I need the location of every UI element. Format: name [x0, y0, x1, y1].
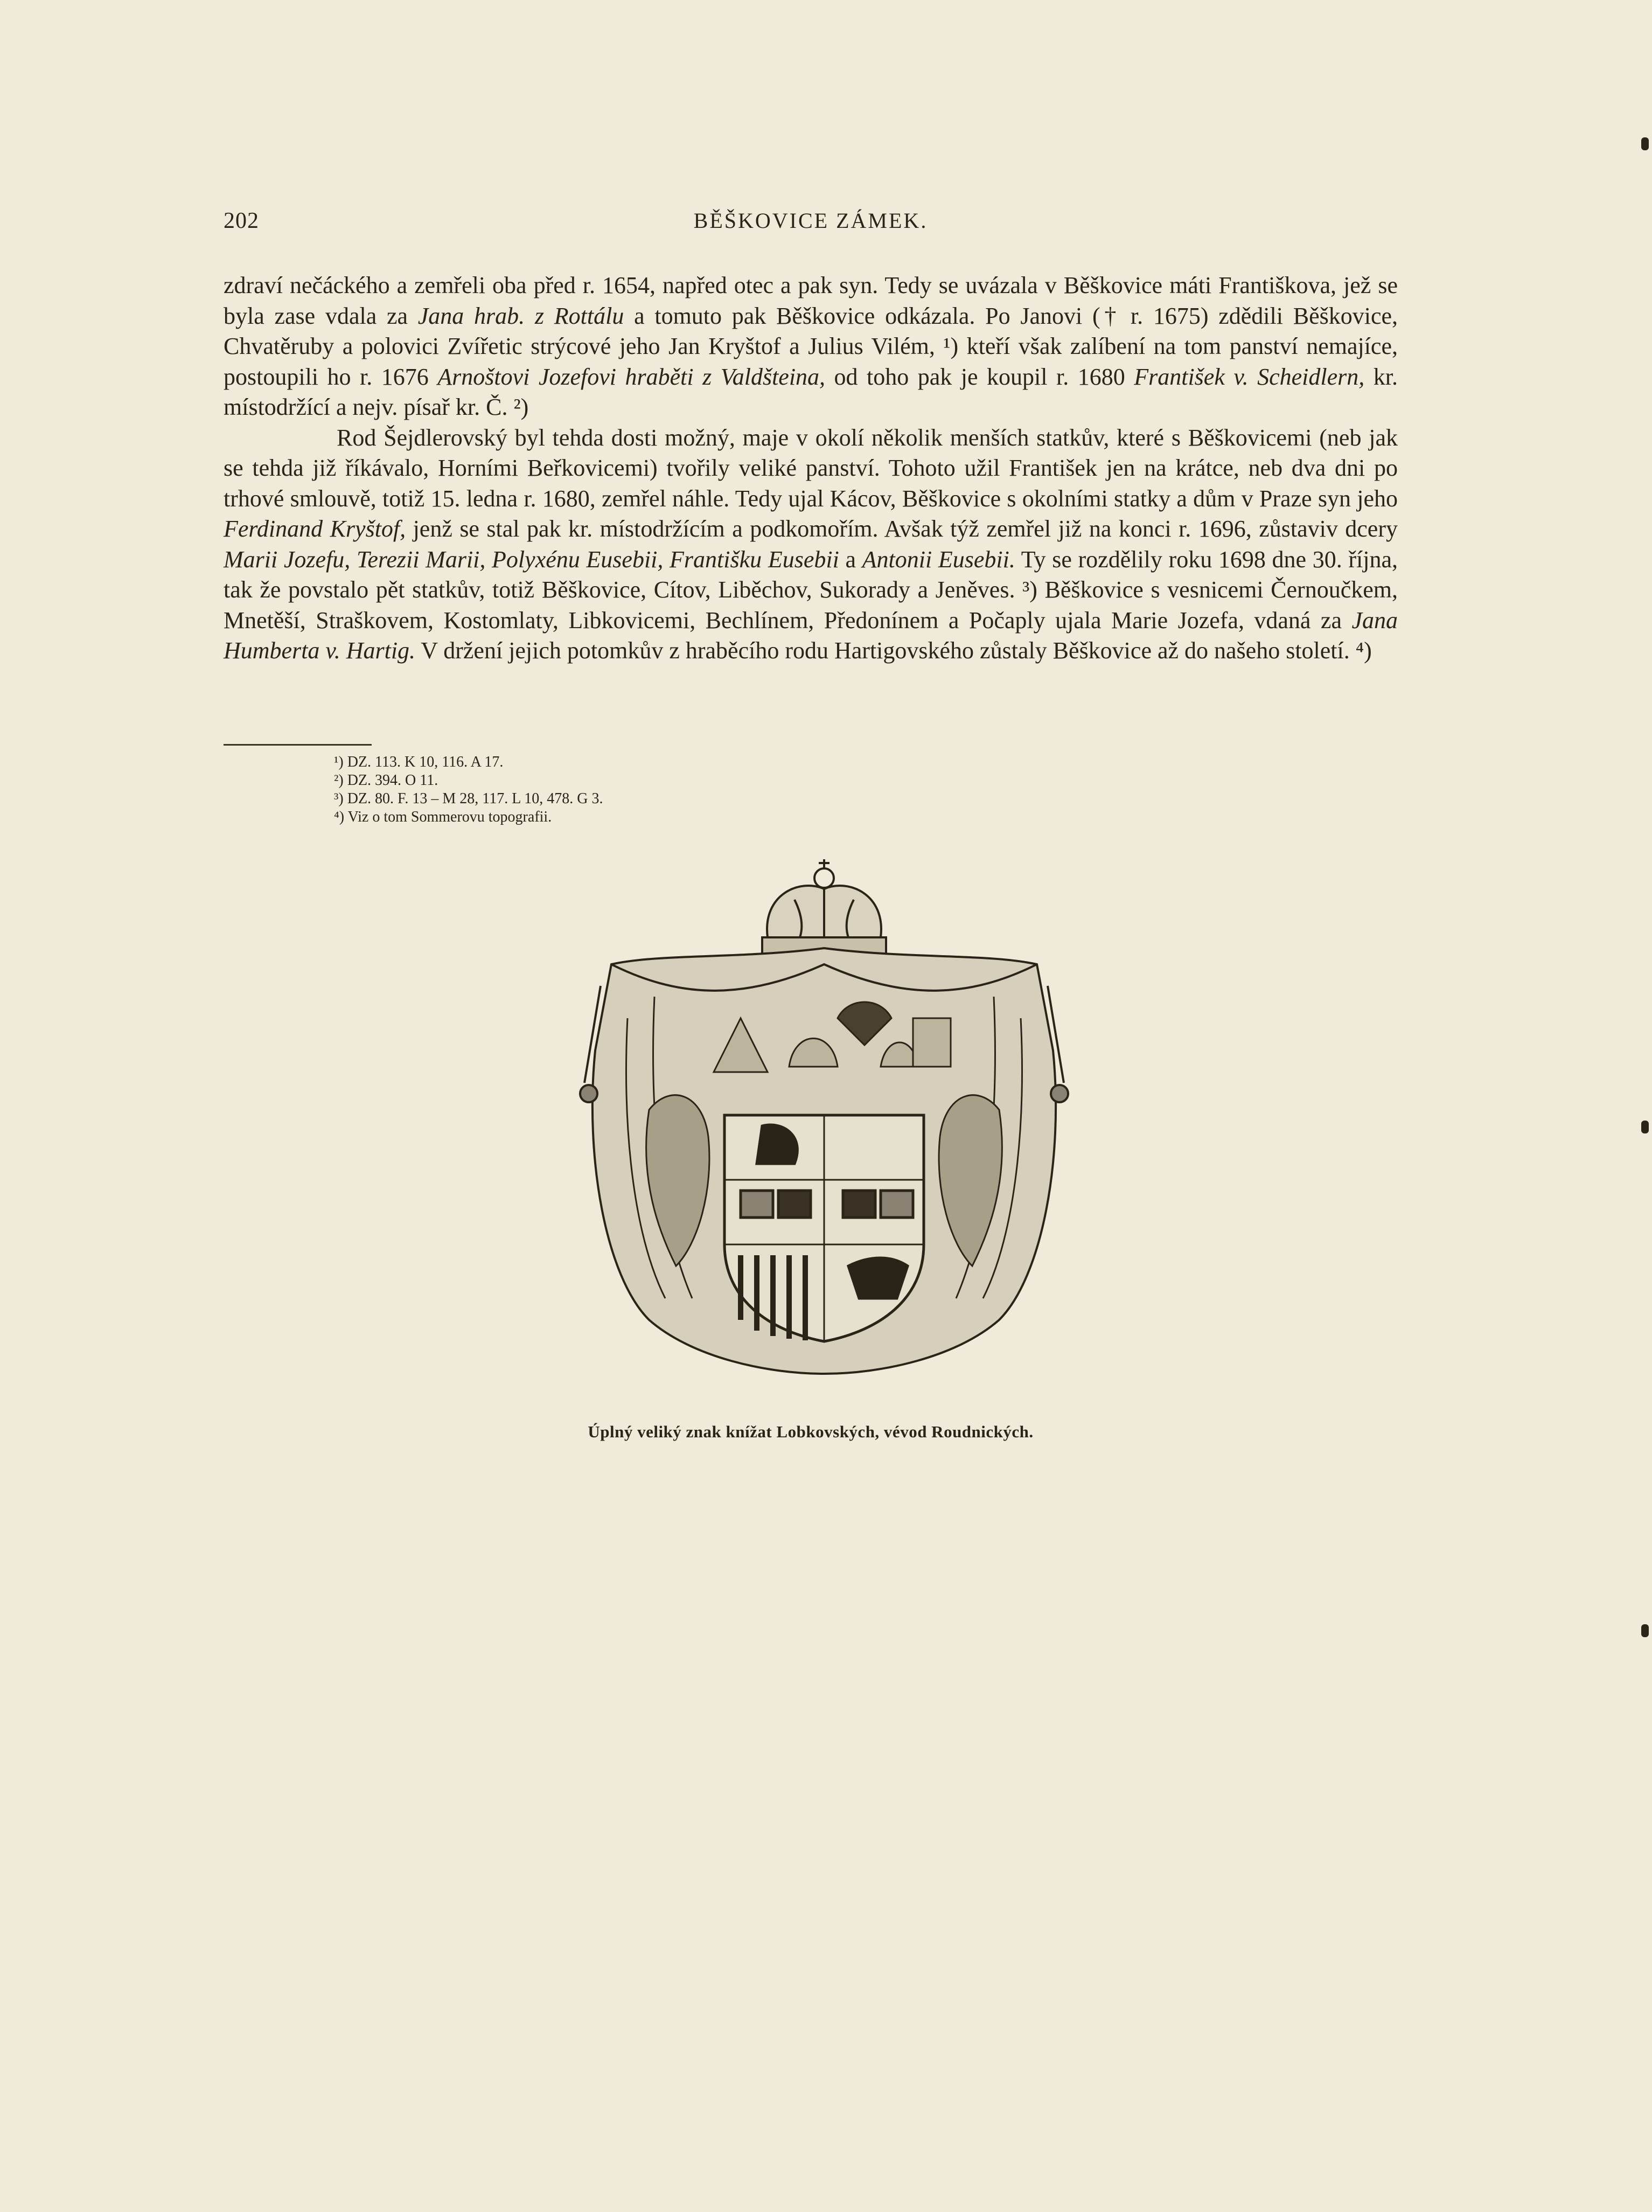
- page-number: 202: [224, 208, 259, 233]
- figure-caption: Úplný veliký znak knížat Lobkovských, vévod Roudnických.: [588, 1422, 1034, 1441]
- italic-name-span: Arnoštovi Jozefovi hraběti z Valdšteina,: [437, 363, 826, 390]
- italic-name-span: Jana hrab. z Rottálu: [417, 302, 624, 329]
- footnote-1: ¹) DZ. 113. K 10, 116. A 17.: [334, 754, 504, 770]
- text-span: Rod Šejdlerovský byl tehda dosti možný, maje v okolí několik menších statkův, které s Běškovicemi (neb jak se tehda již říkávalo, Horními Beřkovicemi) tvořily veliké panství. Tohoto užil František jen na krátce, neb dva dni po trhové smlouvě, totiž 15. ledna r. 1680, zemřel náhle. Tedy ujal Kácov, Běškovice s okolními statky a dům v Praze syn jeho: [224, 424, 1398, 512]
- text-span: jenž se stal pak kr. místodržícím a podkomořím. Avšak týž zemřel již na konci r. 1696, zůstaviv dcery: [406, 516, 1398, 542]
- paragraph-2: [224, 423, 1398, 666]
- page-header: [224, 208, 1398, 246]
- italic-name-span: Jana Humberta v. Hartig.: [224, 607, 1398, 664]
- text-span: Ty se rozdělily roku 1698 dne 30. října, tak že povstalo pět statkův, totiž Běškovice, Cítov, Liběchov, Sukorady a Jeněves. ³) Běškovice s vesnicemi Černoučkem, Mnetěší, Straškovem, Kostomlaty, Libkovicemi, Bechlínem, Předonínem a Počaply ujala Marie Jozefa, vdaná za: [224, 546, 1398, 634]
- body-text: [224, 270, 1398, 666]
- running-title: BĚŠKOVICE ZÁMEK.: [693, 208, 928, 233]
- shield: [724, 1115, 924, 1341]
- text-span: V držení jejich potomkův z hraběcího rodu Hartigovského zůstaly Běškovice až do našeho století. ⁴): [415, 637, 1372, 664]
- footnotes: [334, 753, 603, 826]
- footnote-3: ³) DZ. 80. F. 13 – M 28, 117. L 10, 478. G 3.: [334, 790, 603, 807]
- coat-of-arms-engraving: [579, 857, 1069, 1395]
- italic-name-span: Antonii Eusebii.: [862, 546, 1015, 573]
- italic-name-span: František v. Scheidlern,: [1134, 363, 1365, 390]
- italic-name-span: Ferdinand Kryštof,: [224, 516, 406, 542]
- page-edge-marks: [1636, 0, 1652, 2212]
- crown-icon: [762, 859, 886, 955]
- text-span: od toho pak je koupil r. 1680: [825, 363, 1134, 390]
- paragraph-1: [224, 270, 1398, 423]
- text-span: kr. místodržící a nejv. písař kr. Č. ²): [224, 363, 1398, 420]
- italic-name-span: Marii Jozefu, Terezii Marii, Polyxénu Eusebii, Františku Eusebii: [224, 546, 839, 573]
- text-span: a: [839, 546, 862, 573]
- footnote-rule: [224, 744, 372, 746]
- footnote-4: ⁴) Viz o tom Sommerovu topografii.: [334, 809, 552, 825]
- text-span: a tomuto pak Běškovice odkázala. Po Janovi († r. 1675) zdědili Běškovice, Chvatěruby a polovici Zvířetic strýcové jeho Jan Kryštof a Julius Vilém, ¹) kteří však zalíbení na tom panství nemajíce, postoupili ho r. 1676: [224, 302, 1398, 390]
- footnote-2: ²) DZ. 394. O 11.: [334, 772, 438, 789]
- text-span: zdraví nečáckého a zemřeli oba před r. 1654, napřed otec a pak syn. Tedy se uvázala v Běškovice máti Františkova, jež se byla zase vdala za: [224, 272, 1398, 329]
